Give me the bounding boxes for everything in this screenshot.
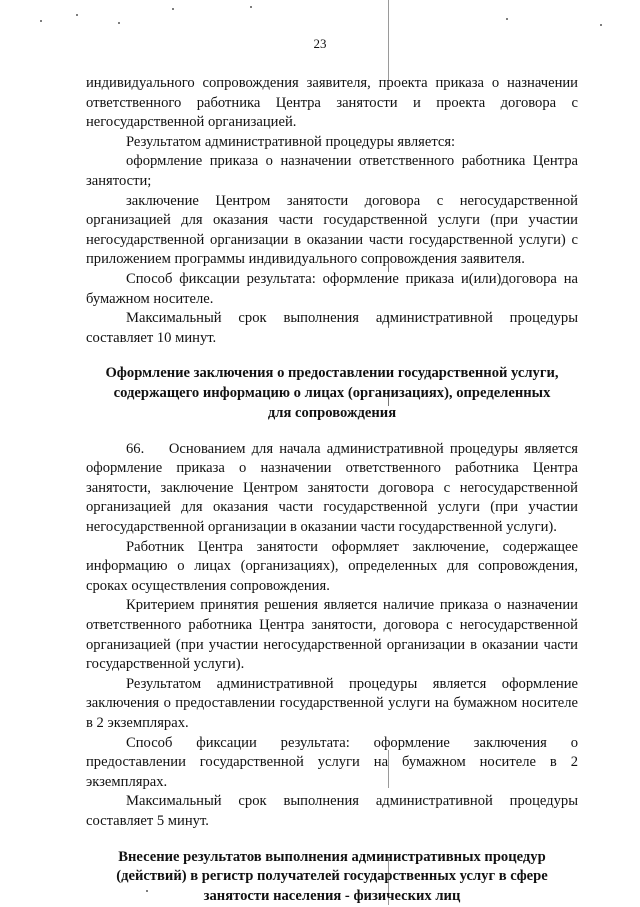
paragraph: Максимальный срок выполнения административной процедуры составляет 10 минут.	[86, 310, 578, 346]
section-spacer	[86, 348, 578, 364]
section-heading	[86, 848, 578, 907]
scan-artifact-speck	[506, 18, 508, 20]
scan-artifact-speck	[172, 8, 174, 10]
paragraph: Способ фиксации результата: оформление заключения о предоставлении государственной услуги на бумажном носителе в 2 экземплярах.	[86, 734, 578, 790]
section-heading-line: содержащего информацию о лицах (организациях), определенных	[113, 385, 551, 402]
section-heading-line: для сопровождения	[267, 404, 397, 421]
section-heading-line: Внесение результатов выполнения административных процедур	[118, 848, 546, 865]
paragraph: Критерием принятия решения является наличие приказа о назначении ответственного работника Центра занятости, договора с негосударственной организацией (при участии негосударственной организации в оказании части государственной услуги).	[86, 597, 578, 673]
scan-artifact-speck	[118, 22, 120, 24]
section-heading-line: занятости населения - физических лиц	[203, 888, 461, 905]
scan-artifact-speck	[600, 24, 602, 26]
paragraph: оформление приказа о назначении ответственного работника Центра занятости;	[86, 153, 578, 189]
paragraph: 66. Основанием для начала административной процедуры является оформление приказа о назначении ответственного работника Центра занятости, заключение Центром занятости договора с негосударственной организацией для оказания части государственной услуги (при участии негосударственной организации в оказании части государственной услуги).	[86, 440, 578, 536]
section-heading-line: (действий) в регистр получателей государственных услуг в сфере	[116, 868, 548, 885]
paragraph: Способ фиксации результата: оформление приказа и(или)договора на бумажном носителе.	[86, 270, 578, 307]
section-spacer	[86, 424, 578, 440]
paragraph: Максимальный срок выполнения административной процедуры составляет 5 минут.	[86, 793, 578, 829]
paragraph: заключение Центром занятости договора с негосударственной организацией для оказания части государственной услуги (при участии негосударственной организации в оказании части государственной услуги) с приложением программы индивидуального сопровождения заявителя.	[86, 192, 578, 268]
paragraph: индивидуального сопровождения заявителя, проекта приказа о назначении ответственного работника Центра занятости и проекта договора с негосударственной организацией.	[86, 75, 578, 131]
paragraph: Работник Центра занятости оформляет заключение, содержащее информацию о лицах (организациях), определенных для сопровождения, сроках осуществления сопровождения.	[86, 538, 578, 594]
scan-artifact-speck	[250, 6, 252, 8]
section-heading-line: Оформление заключения о предоставлении государственной услуги,	[105, 365, 559, 382]
page-number: 23	[313, 36, 327, 51]
paragraph: Результатом административной процедуры является оформление заключения о предоставлении государственной услуги на бумажном носителе в 2 экземплярах.	[86, 675, 578, 732]
scan-artifact-speck	[76, 14, 78, 16]
section-spacer	[86, 832, 578, 848]
document-body	[86, 74, 578, 907]
paragraph: Результатом административной процедуры является:	[126, 133, 456, 150]
scan-artifact-speck	[40, 20, 42, 22]
section-heading	[86, 364, 578, 423]
